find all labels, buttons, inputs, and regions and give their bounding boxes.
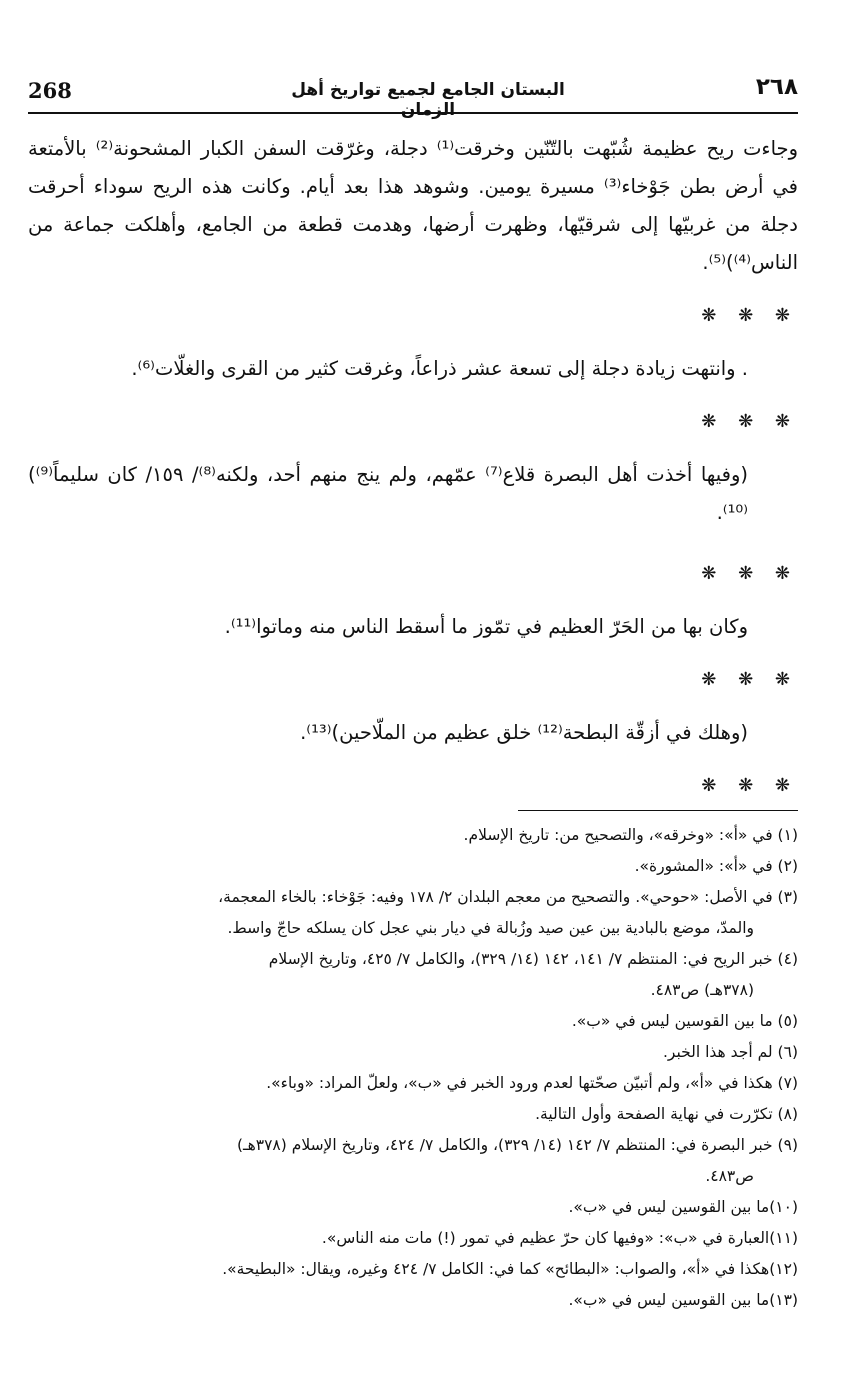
footnote-3-line-2: والمدّ، موضع بالبادية بين عين صيد وزُبالة في ديار بني عجل كان يسلكه حاجّ واسط. bbox=[227, 919, 754, 937]
footnote-4 bbox=[28, 944, 798, 1006]
footnote-rule bbox=[518, 810, 798, 811]
footnote-2: (٢) في «أ»: «المشورة». bbox=[634, 857, 798, 875]
paragraph-basra: (وفيها أخذت أهل البصرة قلاع⁽⁷⁾ عمّهم، ولم ينج منهم أحد، ولكنه⁽⁸⁾/ ١٥٩/ كان سليماً⁽⁹⁾)⁽¹⁰⁾. bbox=[28, 463, 749, 524]
footnote-9-line-1: (٩) خبر البصرة في: المنتظم ٧/ ١٤٢ (١٤/ ٣٢٩)، والكامل ٧/ ٤٢٤، وتاريخ الإسلام (٣٧٨هـ) bbox=[237, 1136, 798, 1154]
section-separator bbox=[28, 402, 798, 442]
footnote-12: (١٢)هكذا في «أ»، والصواب: «البطائح» كما في: الكامل ٧/ ٤٢٤ وغيره، ويقال: «البطيحة». bbox=[222, 1260, 798, 1278]
footnote-3 bbox=[28, 882, 798, 944]
footnote-9-line-2: ص٤٨٣. bbox=[705, 1167, 754, 1185]
paragraph-heat: وكان بها من الحَرّ العظيم في تمّوز ما أسقط الناس منه وماتوا⁽¹¹⁾. bbox=[224, 615, 748, 638]
running-title: البستان الجامع لجميع تواريخ أهل الزمان bbox=[291, 80, 565, 120]
separator-asterisks: ❋ ❋ ❋ bbox=[701, 411, 798, 432]
footnote-3-line-1: (٣) في الأصل: «حوحي». والتصحيح من معجم البلدان ٢/ ١٧٨ وفيه: جَوْخاء: بالخاء المعجمة، bbox=[218, 888, 798, 906]
footnote-11: (١١)العبارة في «ب»: «وفيها كان حرّ عظيم في تمور (!) مات منه الناس». bbox=[321, 1229, 798, 1247]
page-number-arabic: ٢٦٨ bbox=[755, 74, 798, 100]
footnote-9 bbox=[28, 1130, 798, 1192]
separator-asterisks: ❋ ❋ ❋ bbox=[701, 669, 798, 690]
separator-asterisks: ❋ ❋ ❋ bbox=[701, 775, 798, 796]
footnotes bbox=[28, 820, 798, 1316]
footnote-1: (١) في «أ»: «وخرقه»، والتصحيح من: تاريخ الإسلام. bbox=[463, 826, 798, 844]
page-number-latin: 268 bbox=[28, 78, 72, 103]
footnote-4-line-2: (٣٧٨هـ) ص٤٨٣. bbox=[650, 981, 754, 999]
footnote-6: (٦) لم أجد هذا الخبر. bbox=[662, 1043, 798, 1061]
footnote-7: (٧) هكذا في «أ»، ولم أتبيّن صحّتها لعدم ورود الخبر في «ب»، ولعلّ المراد: «وباء». bbox=[266, 1074, 798, 1092]
footnote-4-line-1: (٤) خبر الريح في: المنتظم ٧/ ١٤١، ١٤٢ (١٤/ ٣٢٩)، والكامل ٧/ ٤٢٥، وتاريخ الإسلام bbox=[268, 950, 798, 968]
footnote-10: (١٠)ما بين القوسين ليس في «ب». bbox=[568, 1198, 798, 1216]
paragraph-storm: وجاءت ريح عظيمة شُبّهت بالتّنّين وخرقت⁽¹⁾ دجلة، وغرّقت السفن الكبار المشحونة⁽²⁾ بالأمتعة في أرض بطن جَوْخاء⁽³⁾ مسيرة يومين. وشوهد هذا بعد أيام. وكانت هذه الريح سوداء أحرقت دجلة من غربيّها إلى شرقيّها، وظهرت أرضها، وهدمت قطعة من الجامع، وأهلكت جماعة من الناس⁽⁴⁾)⁽⁵⁾. bbox=[28, 137, 799, 274]
section-separator bbox=[28, 660, 798, 700]
footnote-8: (٨) تكرّرت في نهاية الصفحة وأول التالية. bbox=[535, 1105, 798, 1123]
header-rule bbox=[28, 112, 798, 114]
section-separator bbox=[28, 766, 798, 806]
page-header bbox=[28, 70, 798, 120]
section-separator bbox=[28, 296, 798, 336]
separator-asterisks: ❋ ❋ ❋ bbox=[701, 563, 798, 584]
main-text bbox=[28, 130, 798, 820]
separator-asterisks: ❋ ❋ ❋ bbox=[701, 305, 798, 326]
paragraph-tigris-rise: . وانتهت زيادة دجلة إلى تسعة عشر ذراعاً، وغرقت كثير من القرى والغلّات⁽⁶⁾. bbox=[131, 357, 748, 380]
section-separator bbox=[28, 554, 798, 594]
footnote-5: (٥) ما بين القوسين ليس في «ب». bbox=[571, 1012, 798, 1030]
paragraph-batiha: (وهلك في أزقّة البطحة⁽¹²⁾ خلق عظيم من الملّاحين)⁽¹³⁾. bbox=[300, 721, 748, 744]
footnote-13: (١٣)ما بين القوسين ليس في «ب». bbox=[568, 1291, 798, 1309]
